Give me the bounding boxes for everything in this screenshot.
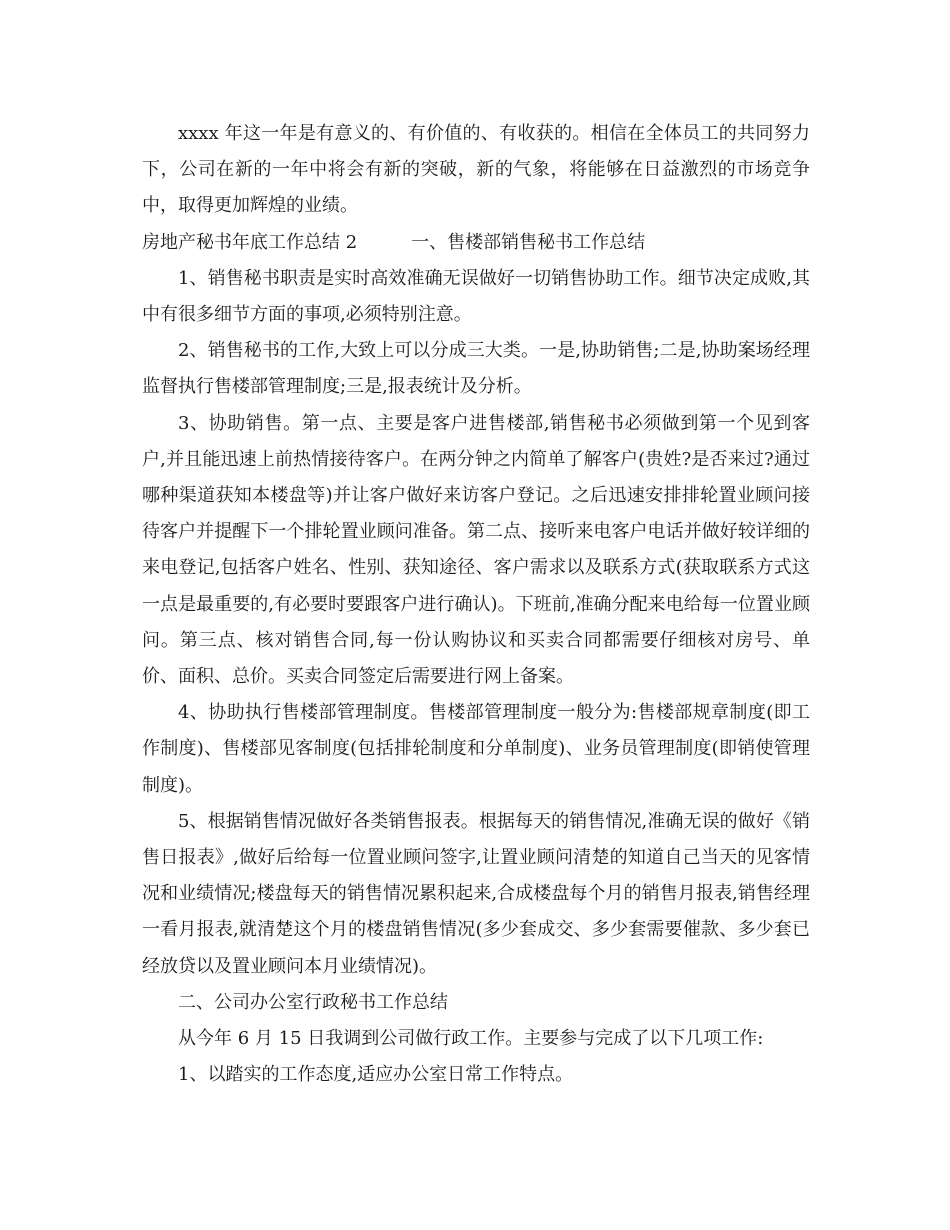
paragraph-admin-intro: 从今年 6 月 15 日我调到公司做行政工作。主要参与完成了以下几项工作: bbox=[178, 1028, 764, 1050]
section-heading-admin: 二、公司办公室行政秘书工作总结 bbox=[178, 991, 448, 1013]
section-heading-line: 房地产秘书年底工作总结 2 一、售楼部销售秘书工作总结 bbox=[142, 231, 646, 253]
paragraph-summary-closing: xxxx 年这一年是有意义的、有价值的、有收获的。相信在全体员工的共同努力下，公司在新的一年中将会有新的突破，新的气象，将能够在日益激烈的市场竞争中，取得更加辉煌的业绩。 bbox=[142, 123, 810, 217]
paragraph-admin-item-1: 1、以踏实的工作态度,适应办公室日常工作特点。 bbox=[178, 1064, 574, 1086]
paragraph-item-4: 4、协助执行售楼部管理制度。售楼部管理制度一般分为:售楼部规章制度(即工作制度)、售楼部见客制度(包括排轮制度和分单制度)、业务员管理制度(即销使管理制度)。 bbox=[142, 702, 810, 796]
document-body bbox=[142, 116, 810, 1093]
paragraph-item-1: 1、销售秘书职责是实时高效准确无误做好一切销售协助工作。细节决定成败,其中有很多细节方面的事项,必须特别注意。 bbox=[142, 267, 810, 326]
paragraph-item-5: 5、根据销售情况做好各类销售报表。根据每天的销售情况,准确无误的做好《销售日报表》,做好后给每一位置业顾问签字,让置业顾问清楚的知道自己当天的见客情况和业绩情况;楼盘每天的销售情况累积起来,合成楼盘每个月的销售月报表,销售经理一看月报表,就清楚这个月的楼盘销售情况(多少套成交、多少套需要催款、多少套已经放贷以及置业顾问本月业绩情况)。 bbox=[142, 810, 810, 977]
paragraph-item-2: 2、销售秘书的工作,大致上可以分成三大类。一是,协助销售;二是,协助案场经理监督执行售楼部管理制度;三是,报表统计及分析。 bbox=[142, 340, 810, 398]
paragraph-item-3: 3、协助销售。第一点、主要是客户进售楼部,销售秘书必须做到第一个见到客户,并且能迅速上前热情接待客户。在两分钟之内简单了解客户(贵姓?是否来过?通过哪种渠道获知本楼盘等)并让客户做好来访客户登记。之后迅速安排排轮置业顾问接待客户并提醒下一个排轮置业顾问准备。第二点、接听来电客户电话并做好较详细的来电登记,包括客户姓名、性别、获知途径、客户需求以及联系方式(获取联系方式这一点是最重要的,有必要时要跟客户进行确认)。下班前,准确分配来电给每一位置业顾问。第三点、核对销售合同,每一份认购协议和买卖合同都需要仔细核对房号、单价、面积、总价。买卖合同签定后需要进行网上备案。 bbox=[142, 412, 810, 688]
